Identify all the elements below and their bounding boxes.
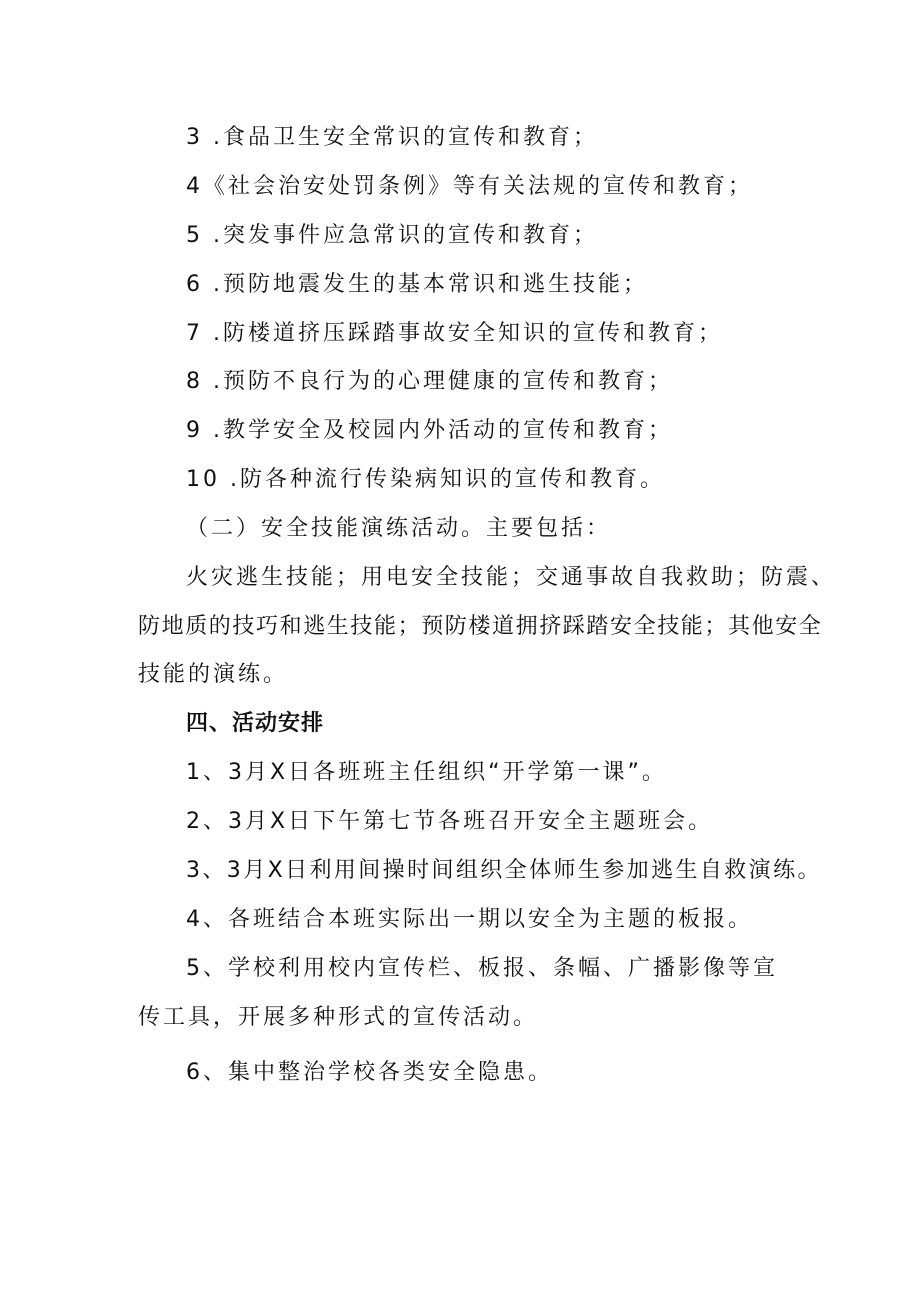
skills-paragraph-line-3: 技能的演练。 [138,662,289,687]
list-item-7: 7 .防楼道挤压踩踏事故安全知识的宣传和教育； [186,321,723,346]
schedule-item-4: 4、各班结合本班实际出一期以安全为主题的板报。 [186,907,753,932]
schedule-item-2: 2、3月X日下午第七节各班召开安全主题班会。 [186,809,714,834]
skills-paragraph-line-2: 防地质的技巧和逃生技能；预防楼道拥挤踩踏安全技能；其他安全 [138,614,823,639]
schedule-item-5-line-2: 传工具，开展多种形式的宣传活动。 [138,1005,539,1030]
schedule-item-6: 6、集中整治学校各类安全隐患。 [186,1060,553,1085]
schedule-item-1: 1、3月X日各班班主任组织“开学第一课”。 [186,760,667,785]
skills-paragraph-line-1: 火灾逃生技能；用电安全技能；交通事故自我救助；防震、 [186,565,837,590]
list-item-4: 4《社会治安处罚条例》等有关法规的宣传和教育； [186,174,753,199]
list-item-10: 10 .防各种流行传染病知识的宣传和教育。 [186,467,665,492]
list-item-9: 9 .教学安全及校园内外活动的宣传和教育； [186,418,673,443]
schedule-item-5-line-1: 5、学校利用校内宣传栏、板报、条幅、广播影像等宣 [186,956,778,981]
list-item-6: 6 .预防地震发生的基本常识和逃生技能； [186,272,648,297]
list-item-5: 5 .突发事件应急常识的宣传和教育； [186,223,598,248]
schedule-item-3: 3、3月X日利用间操时间组织全体师生参加逃生自救演练。 [186,858,822,883]
list-item-3: 3 .食品卫生安全常识的宣传和教育； [186,125,598,150]
section-heading: 四、活动安排 [186,711,325,736]
subsection-title: （二）安全技能演练活动。主要包括： [186,516,612,541]
list-item-8: 8 .预防不良行为的心理健康的宣传和教育； [186,369,673,394]
